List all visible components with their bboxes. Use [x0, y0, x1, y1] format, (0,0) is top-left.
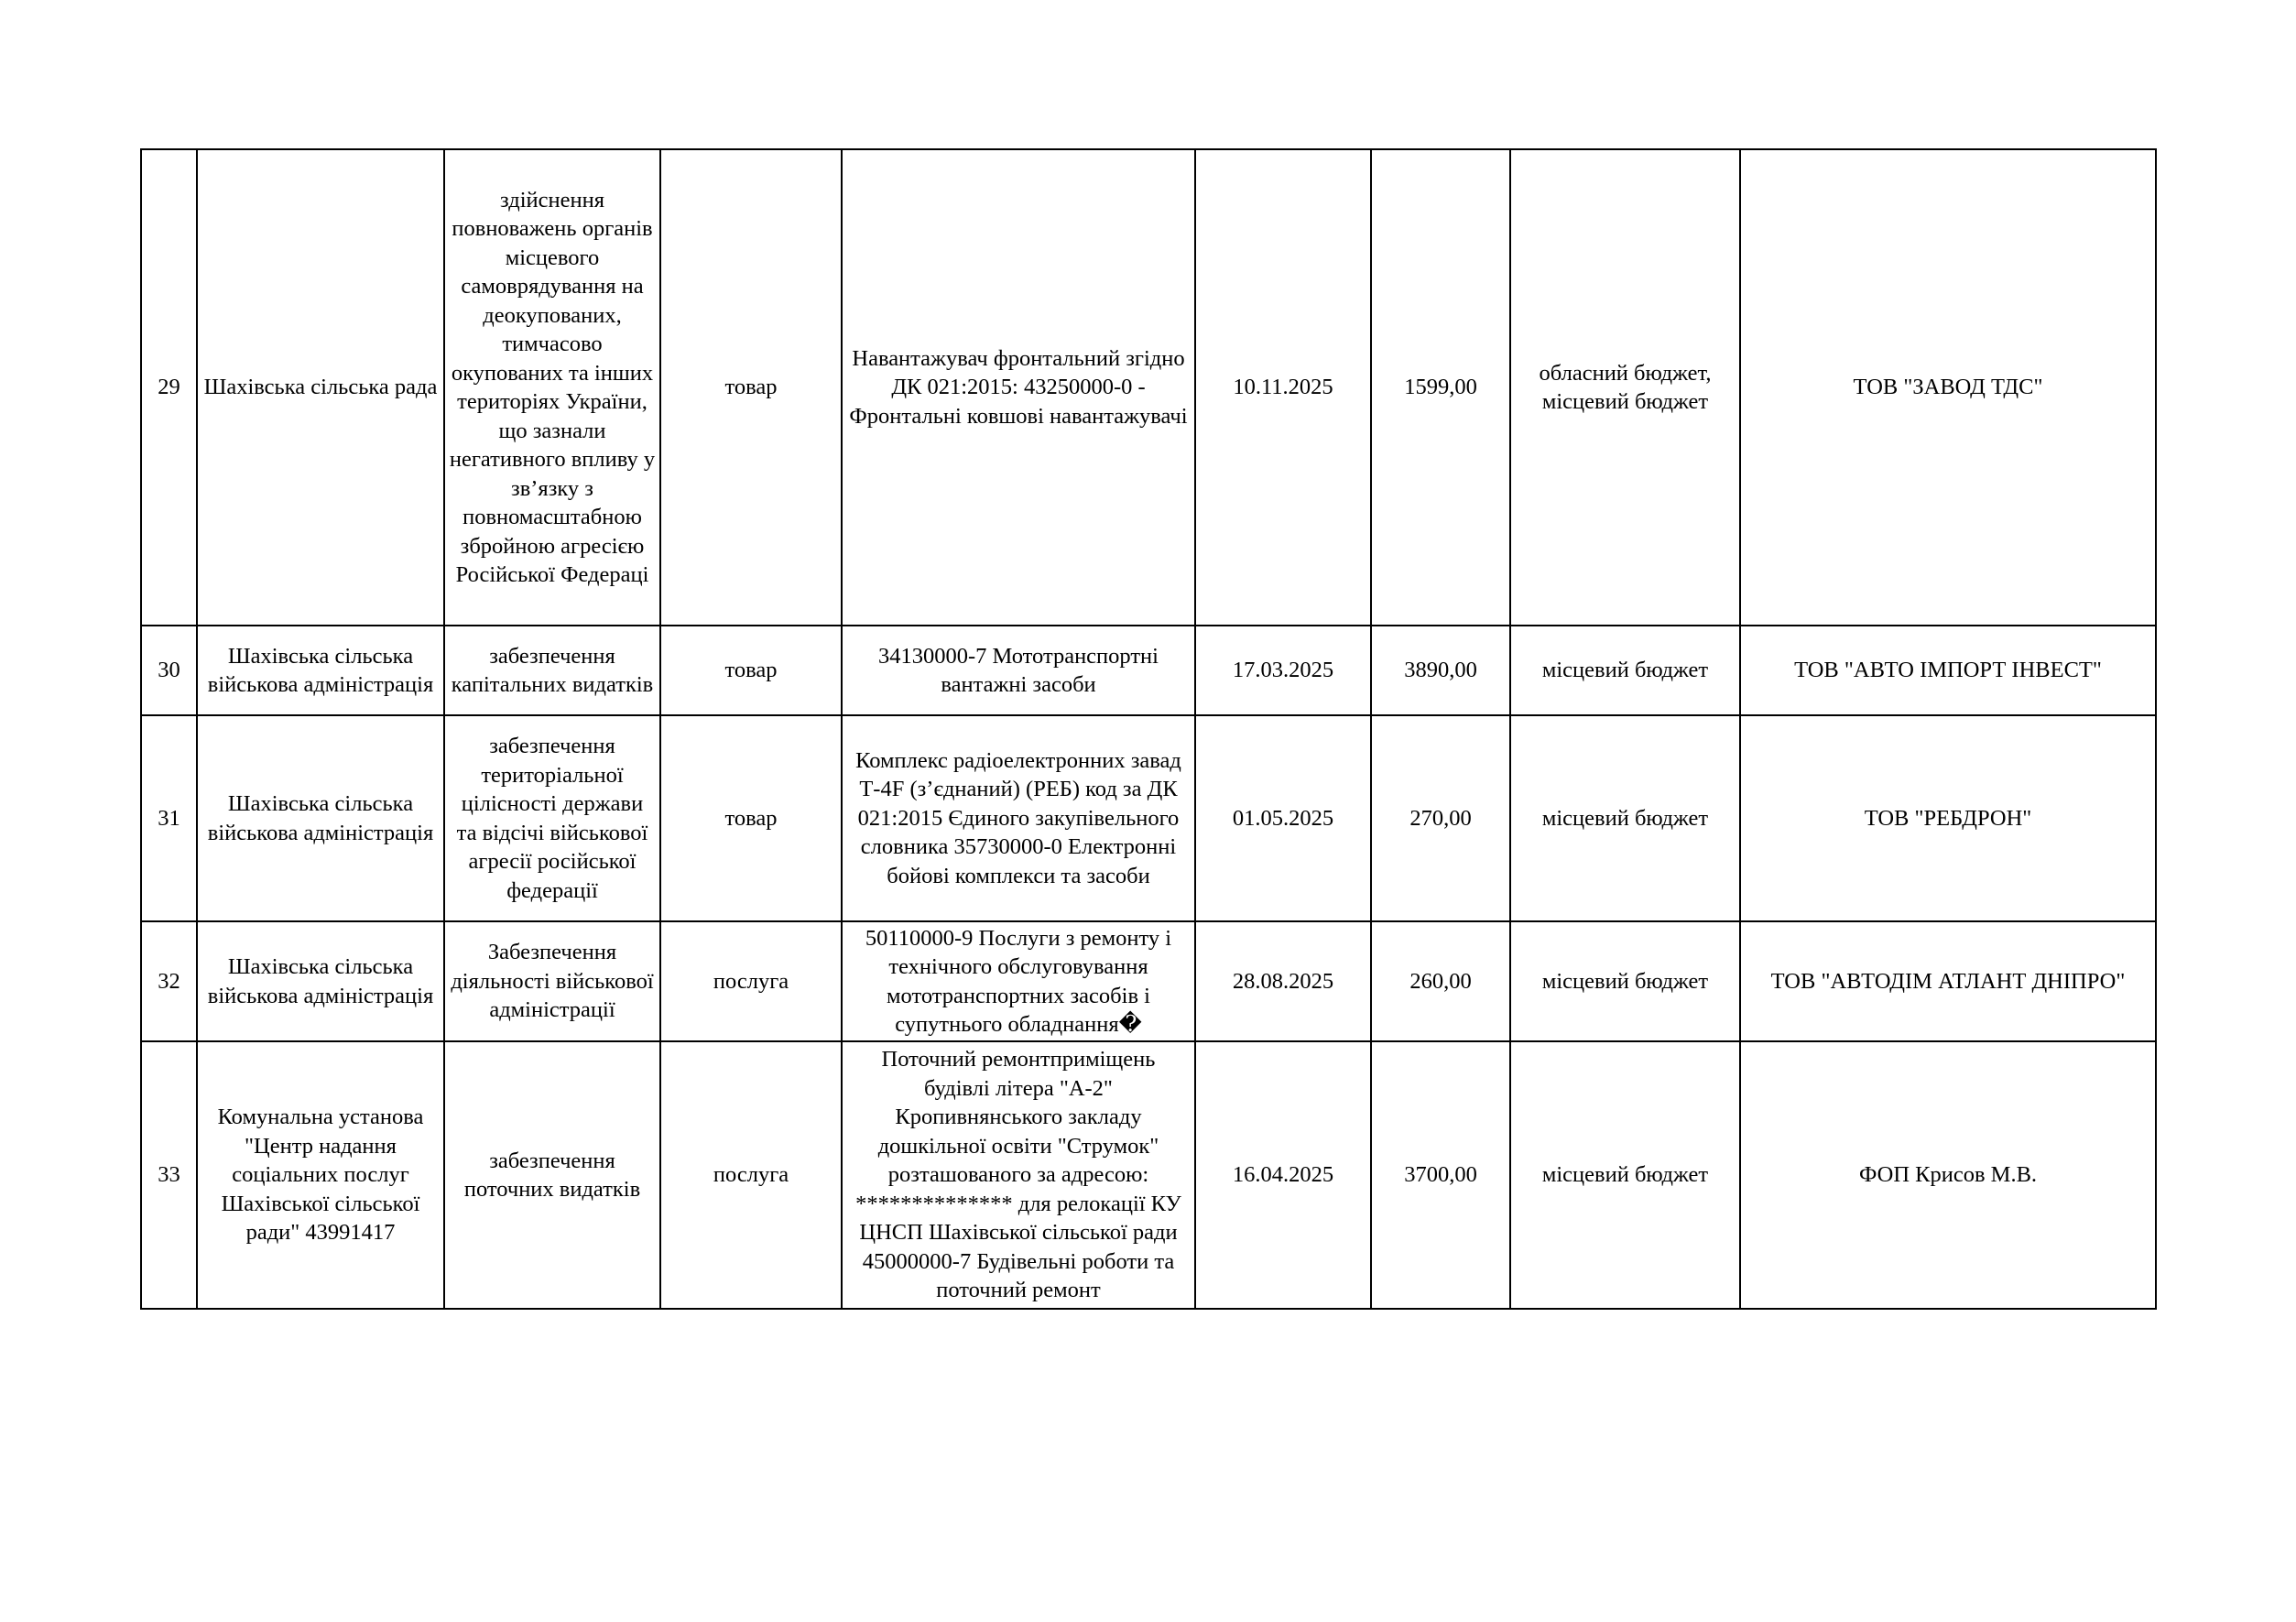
purpose-cell: Забезпечення діяльності військової адміністрації	[444, 921, 660, 1041]
customer-cell: Шахівська сільська військова адміністрація	[197, 626, 444, 715]
subject-cell: Поточний ремонтприміщень будівлі літера "А-2" Кропивнянського закладу дошкільної освіти "Струмок" розташованого за адресою: ************** для релокації КУ ЦНСП Шахівської сільської ради 45000000-7 Будівельні роботи та поточний ремонт	[842, 1041, 1195, 1309]
type-cell: товар	[660, 715, 842, 921]
subject-cell: 34130000-7 Мототранспортні вантажні засоби	[842, 626, 1195, 715]
amount-cell: 260,00	[1371, 921, 1510, 1041]
row-number-cell: 30	[141, 626, 197, 715]
amount-cell: 3890,00	[1371, 626, 1510, 715]
date-cell: 16.04.2025	[1195, 1041, 1371, 1309]
row-number-cell: 31	[141, 715, 197, 921]
row-number-cell: 33	[141, 1041, 197, 1309]
subject-cell: Навантажувач фронтальний згідно ДК 021:2015: 43250000-0 - Фронтальні ковшові навантажувачі	[842, 149, 1195, 626]
amount-cell: 3700,00	[1371, 1041, 1510, 1309]
funding-source-cell: місцевий бюджет	[1510, 921, 1740, 1041]
procurement-table	[140, 148, 2157, 1310]
type-cell: товар	[660, 626, 842, 715]
table-row	[141, 1041, 2156, 1309]
funding-source-cell: місцевий бюджет	[1510, 715, 1740, 921]
table-row	[141, 715, 2156, 921]
amount-cell: 1599,00	[1371, 149, 1510, 626]
type-cell: послуга	[660, 921, 842, 1041]
purpose-cell: забезпечення територіальної цілісності держави та відсічі військової агресії російської федерації	[444, 715, 660, 921]
date-cell: 17.03.2025	[1195, 626, 1371, 715]
type-cell: послуга	[660, 1041, 842, 1309]
type-cell: товар	[660, 149, 842, 626]
subject-cell: Комплекс радіоелектронних завад Т-4F (з’єднаний) (РЕБ) код за ДК 021:2015 Єдиного закупівельного словника 35730000-0 Електронні бойові комплекси та засоби	[842, 715, 1195, 921]
customer-cell: Шахівська сільська рада	[197, 149, 444, 626]
supplier-cell: ТОВ "АВТО ІМПОРТ ІНВЕСТ"	[1740, 626, 2156, 715]
date-cell: 28.08.2025	[1195, 921, 1371, 1041]
funding-source-cell: обласний бюджет, місцевий бюджет	[1510, 149, 1740, 626]
table-row	[141, 149, 2156, 626]
date-cell: 01.05.2025	[1195, 715, 1371, 921]
amount-cell: 270,00	[1371, 715, 1510, 921]
customer-cell: Шахівська сільська військова адміністрація	[197, 715, 444, 921]
purpose-cell: забезпечення капітальних видатків	[444, 626, 660, 715]
funding-source-cell: місцевий бюджет	[1510, 1041, 1740, 1309]
row-number-cell: 32	[141, 921, 197, 1041]
date-cell: 10.11.2025	[1195, 149, 1371, 626]
supplier-cell: ФОП Крисов М.В.	[1740, 1041, 2156, 1309]
supplier-cell: ТОВ "РЕБДРОН"	[1740, 715, 2156, 921]
purpose-cell: здійснення повноважень органів місцевого самоврядування на деокупованих, тимчасово окупованих та інших територіях України, що зазнали негативного впливу у зв’язку з повномасштабною збройною агресією Російської Федераці	[444, 149, 660, 626]
supplier-cell: ТОВ "ЗАВОД ТДС"	[1740, 149, 2156, 626]
customer-cell: Комунальна установа "Центр надання соціальних послуг Шахівської сільської ради" 43991417	[197, 1041, 444, 1309]
table-row	[141, 921, 2156, 1041]
table-row	[141, 626, 2156, 715]
customer-cell: Шахівська сільська військова адміністрація	[197, 921, 444, 1041]
funding-source-cell: місцевий бюджет	[1510, 626, 1740, 715]
subject-cell: 50110000-9 Послуги з ремонту і технічного обслуговування мототранспортних засобів і супутнього обладнання�	[842, 921, 1195, 1041]
row-number-cell: 29	[141, 149, 197, 626]
supplier-cell: ТОВ "АВТОДІМ АТЛАНТ ДНІПРО"	[1740, 921, 2156, 1041]
purpose-cell: забезпечення поточних видатків	[444, 1041, 660, 1309]
